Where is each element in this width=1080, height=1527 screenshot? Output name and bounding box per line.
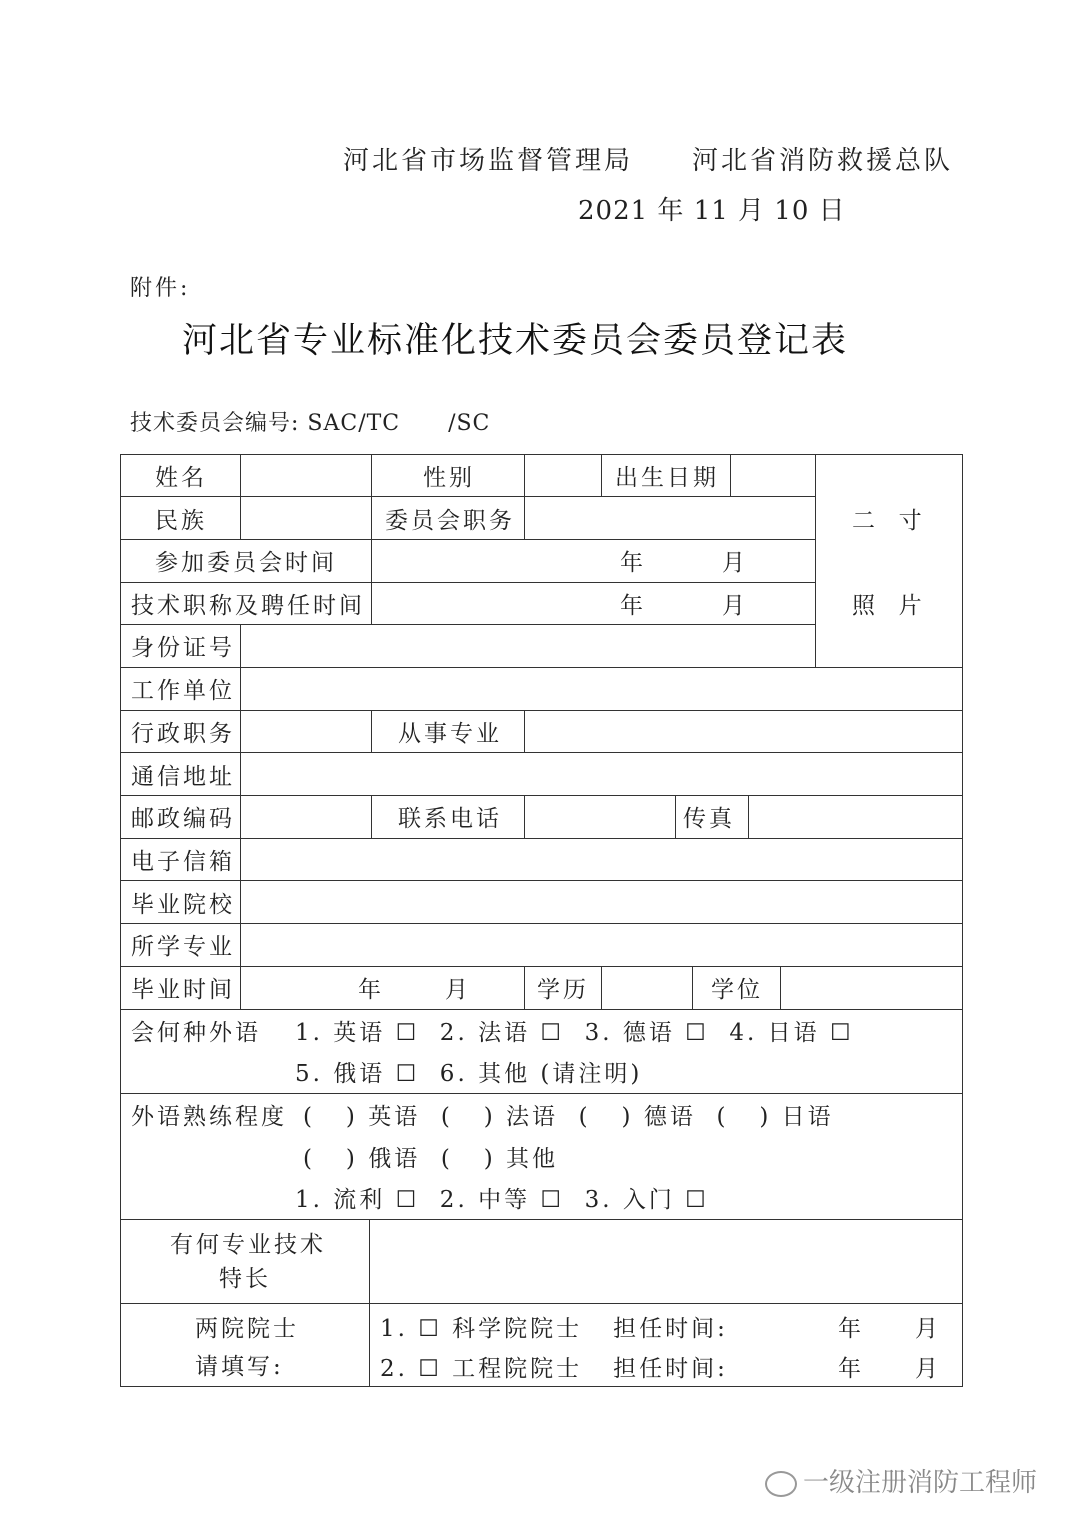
acad1-month-label: 月 [915,1316,941,1342]
table-hline [120,795,963,796]
issuer-market-bureau: 河北省市场监督管理局 [343,146,634,176]
label-id-number: 身份证号 [131,635,235,661]
table-hline [120,838,963,839]
acad2-year-label: 年 [838,1356,864,1382]
label-email: 电子信箱 [131,849,235,875]
table-vline [524,795,525,839]
table-hline [120,710,963,711]
label-grad-time: 毕业时间 [131,977,235,1003]
watermark [765,1462,1037,1499]
label-specialty: 从事专业 [398,721,502,747]
wechat-icon [765,1471,797,1497]
table-vline [371,454,372,540]
table-vline [524,966,525,1010]
table-vline [240,795,241,839]
issue-date: 2021 年 11 月 10 日 [578,196,846,226]
label-proficiency: 外语熟练程度 [131,1104,287,1130]
label-phone: 联系电话 [398,806,502,832]
table-hline [120,752,963,753]
form-title: 河北省专业标准化技术委员会委员登记表 [182,321,849,361]
table-vline [240,624,241,668]
table-vline [240,838,241,881]
table-hline [120,966,963,967]
label-education: 学历 [537,977,589,1003]
proficiency-row2[interactable]: ( ) 俄语 ( ) 其他 [303,1146,559,1172]
table-vline [371,710,372,753]
table-vline [371,795,372,839]
label-school: 毕业院校 [131,892,235,918]
label-name: 姓名 [155,465,207,491]
academy-of-sciences-option[interactable]: 1. ☐ 科学院院士 担任时间: [380,1316,728,1342]
table-hline [120,582,816,583]
label-ethnicity: 民族 [155,508,207,534]
table-hline [120,880,963,881]
label-address: 通信地址 [131,764,235,790]
label-birth-date: 出生日期 [615,465,719,491]
table-hline [120,1093,963,1094]
label-degree: 学位 [711,977,763,1003]
table-vline [748,795,749,839]
label-gender: 性别 [423,465,475,491]
title-month-label: 月 [722,593,748,619]
table-hline [120,1386,963,1387]
label-major: 所学专业 [131,934,235,960]
label-committee-position: 委员会职务 [385,508,515,534]
table-hline [120,1009,963,1010]
table-vline [240,710,241,753]
table-hline [120,454,963,455]
label-postcode: 邮政编码 [131,806,235,832]
table-vline [730,454,731,497]
table-vline [962,454,963,1387]
table-hline [120,667,963,668]
label-languages: 会何种外语 [131,1020,261,1046]
label-admin-post: 行政职务 [131,721,235,747]
attachment-label: 附件: [130,276,191,301]
photo-size-label: 二 寸 [852,508,925,534]
title-year-label: 年 [620,593,646,619]
table-vline [601,966,602,1010]
label-employer: 工作单位 [131,678,235,704]
watermark-text: 一级注册消防工程师 [803,1468,1038,1498]
table-vline [240,923,241,967]
table-vline [815,454,816,668]
table-vline [120,454,121,1387]
table-hline [120,1219,963,1220]
acad2-month-label: 月 [915,1356,941,1382]
table-vline [692,966,693,1010]
table-vline [240,454,241,540]
label-title-time: 技术职称及聘任时间 [131,593,365,619]
label-fax: 传真 [683,806,735,832]
table-vline [371,539,372,625]
academy-of-engineering-option[interactable]: 2. ☐ 工程院院士 担任时间: [380,1356,728,1382]
proficiency-row1[interactable]: ( ) 英语 ( ) 法语 ( ) 德语 ( ) 日语 [303,1104,834,1130]
table-vline [240,752,241,796]
table-hline [120,539,816,540]
table-hline [120,496,816,497]
label-expertise: 有何专业技术 [170,1232,326,1258]
table-vline [369,1219,370,1387]
table-hline [120,923,963,924]
language-options-row1[interactable]: 1. 英语 ☐ 2. 法语 ☐ 3. 德语 ☐ 4. 日语 ☐ [295,1020,854,1046]
acad1-year-label: 年 [838,1316,864,1342]
table-vline [524,454,525,540]
table-vline [240,880,241,924]
label-join-time: 参加委员会时间 [155,550,337,576]
table-vline [780,966,781,1010]
table-vline [240,966,241,1010]
grad-month-label: 月 [445,977,471,1003]
table-vline [524,710,525,753]
table-vline [675,795,676,839]
issuer-fire-rescue: 河北省消防救援总队 [692,146,954,176]
table-hline [120,1303,963,1304]
table-vline [240,667,241,711]
committee-number: 技术委员会编号: SAC/TC /SC [130,411,491,436]
grad-year-label: 年 [358,977,384,1003]
proficiency-levels[interactable]: 1. 流利 ☐ 2. 中等 ☐ 3. 入门 ☐ [295,1187,709,1213]
label-academician: 两院院士 [195,1316,299,1342]
table-vline [601,454,602,497]
label-expertise-2: 特长 [219,1266,271,1292]
label-academician-2: 请填写: [195,1354,284,1380]
table-hline [120,624,816,625]
join-year-label: 年 [620,550,646,576]
join-month-label: 月 [722,550,748,576]
language-options-row2[interactable]: 5. 俄语 ☐ 6. 其他 (请注明) [295,1061,643,1087]
photo-label: 照 片 [852,593,925,619]
